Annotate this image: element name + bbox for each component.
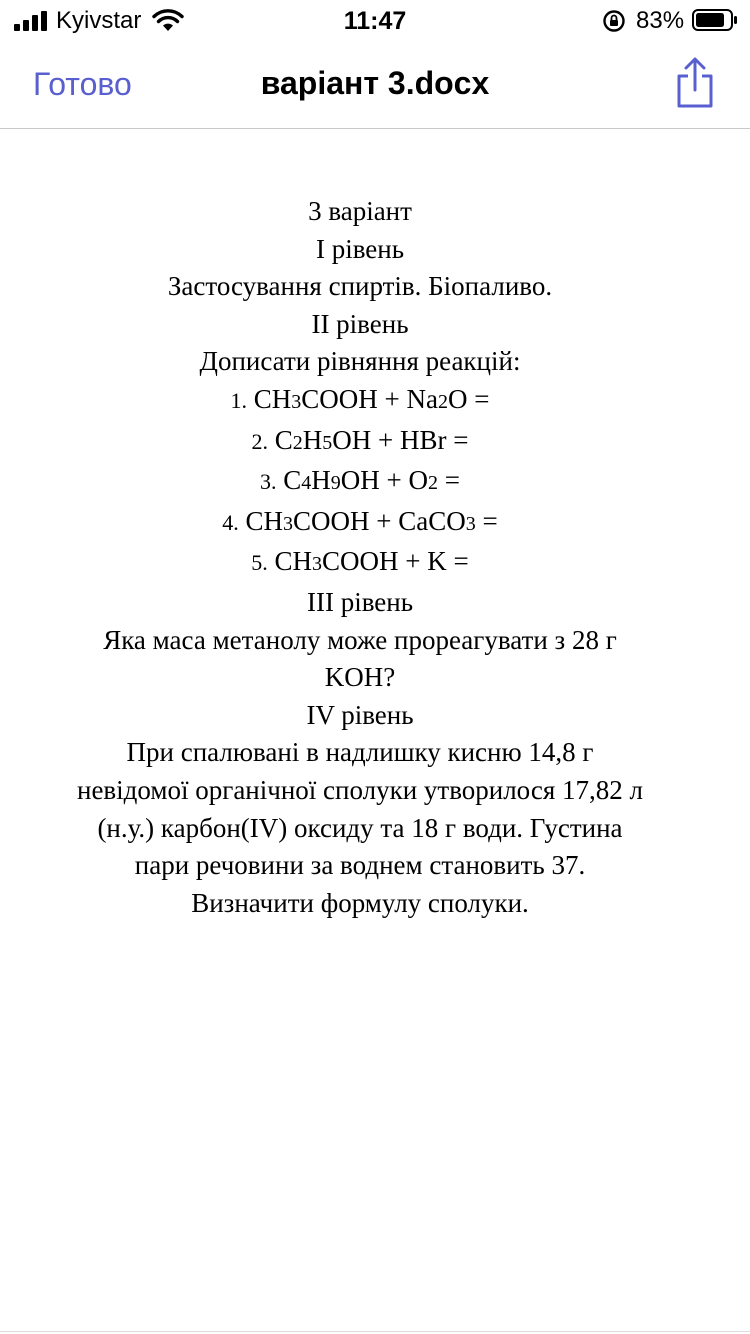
level-1-text: Застосування спиртів. Біопаливо. (167, 271, 553, 302)
level-4-text-line-4: пари речовини за воднем становить 37. (134, 850, 586, 881)
carrier-name: Kyivstar (56, 7, 142, 34)
level-1-heading: I рівень (315, 233, 405, 264)
bottom-divider (0, 1331, 750, 1332)
equation-5: 5. CH3COOH + K = (251, 546, 469, 577)
equation-1: 1. CH3COOH + Na2O = (230, 383, 490, 414)
level-3-text-line-1: Яка маса метанолу може прореагувати з 28 г (103, 624, 617, 655)
variant-title: 3 варіант (308, 196, 412, 226)
battery-icon (692, 9, 738, 31)
share-icon[interactable] (673, 56, 717, 110)
battery-percent: 83% (636, 7, 685, 34)
equation-4: 4. CH3COOH + CaCO3 = (222, 505, 498, 536)
level-4-text-line-2: невідомої органічної сполуки утворилося 17,82 л (77, 774, 643, 805)
level-4-text-line-5: Визначити формулу сполуки. (191, 887, 529, 918)
level-2-instruction: Дописати рівняння реакцій: (199, 346, 521, 377)
level-2-heading: II рівень (311, 308, 409, 339)
equation-2: 2. C2H5OH + HBr = (251, 424, 469, 455)
status-bar (0, 0, 750, 40)
done-button[interactable]: Готово (33, 66, 132, 102)
clock: 11:47 (343, 7, 407, 35)
equation-3: 3. C4H9OH + O2 = (260, 465, 460, 496)
level-4-heading: IV рівень (306, 699, 414, 730)
document-content (20, 193, 700, 922)
rotation-lock-icon (602, 9, 626, 33)
level-3-heading: III рівень (306, 586, 414, 617)
level-4-text-line-3: (н.у.) карбон(IV) оксиду та 18 г води. Густина (97, 812, 623, 843)
document-title: варіант 3.docx (260, 65, 490, 101)
navigation-bar (0, 40, 750, 129)
document-view[interactable] (0, 129, 750, 1333)
level-3-text-line-2: KOH? (324, 662, 396, 693)
level-4-text-line-1: При спалювані в надлишку кисню 14,8 г (126, 737, 594, 768)
